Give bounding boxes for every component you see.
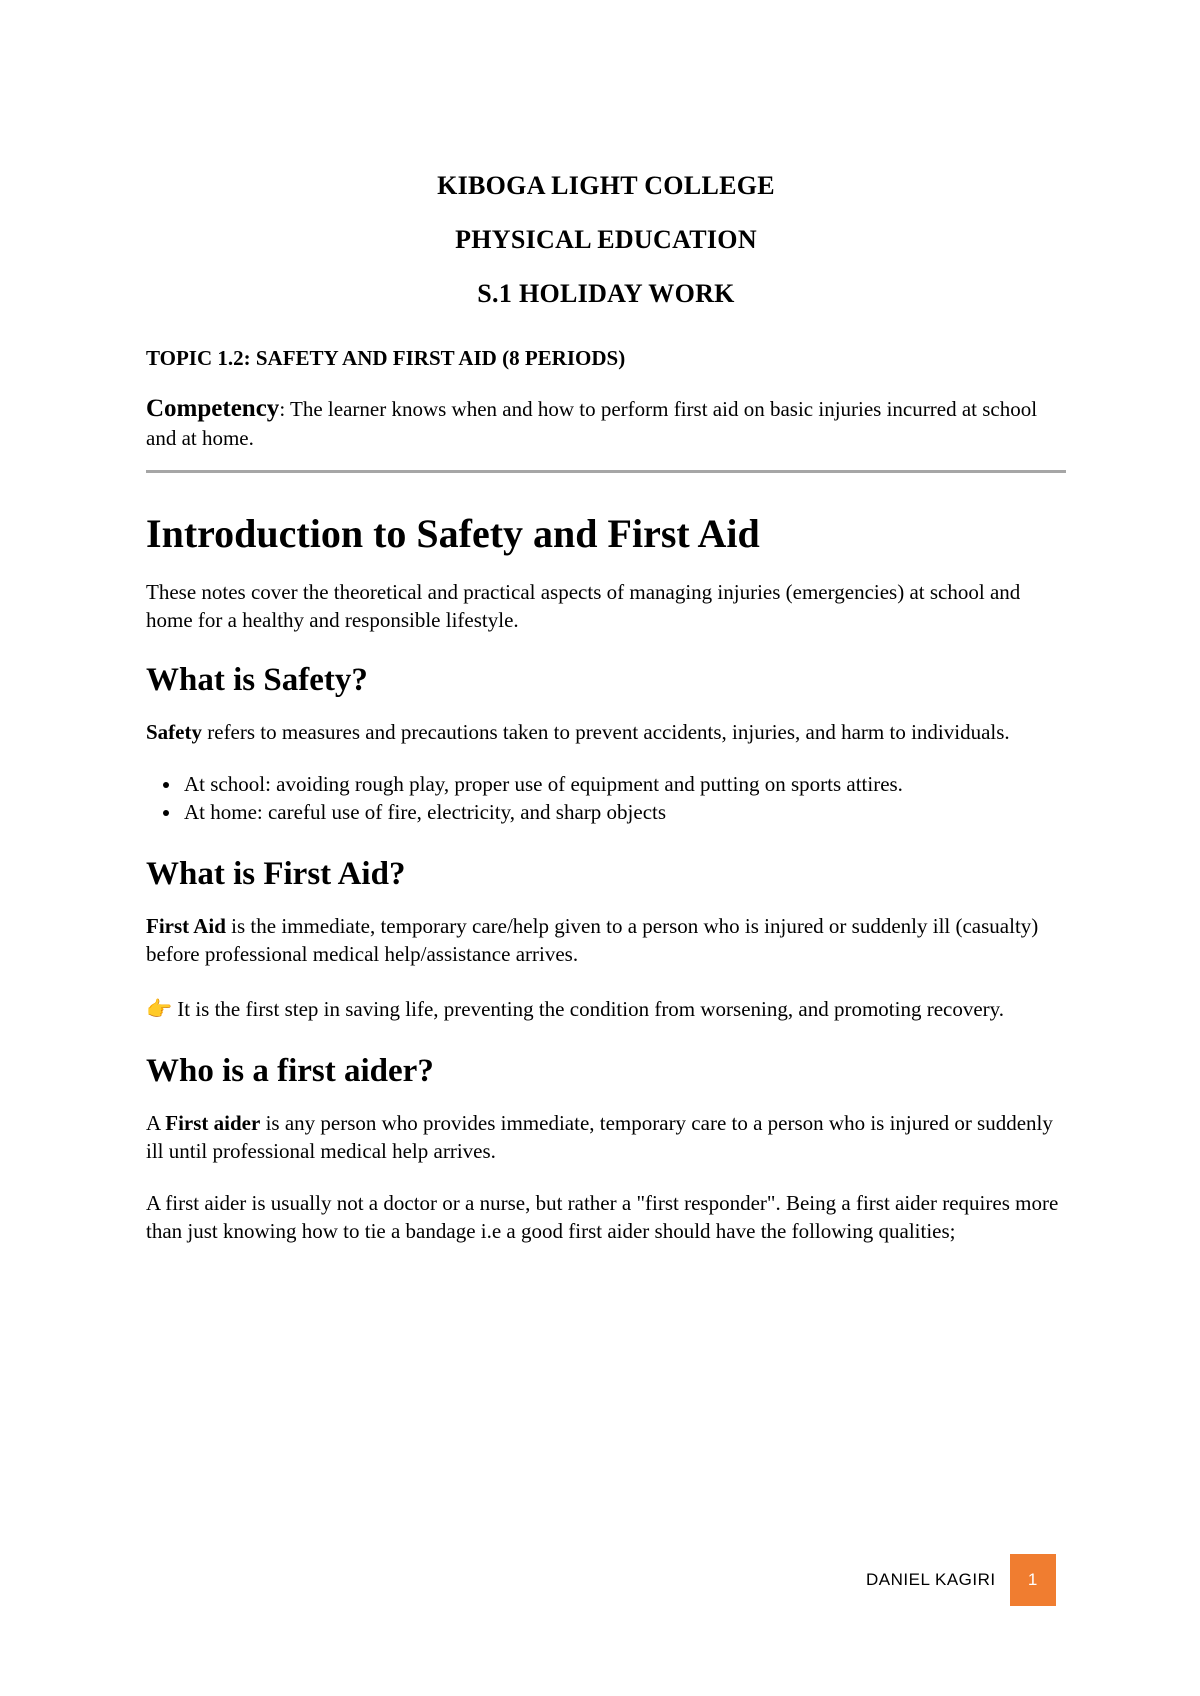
topic-heading: TOPIC 1.2: SAFETY AND FIRST AID (8 PERIODS) <box>146 346 626 370</box>
horizontal-rule <box>146 470 1066 473</box>
first-aid-point-text: It is the first step in saving life, preventing the condition from worsening, and promoting recovery. <box>172 997 1005 1021</box>
intro-title: Introduction to Safety and First Aid <box>146 511 760 556</box>
footer-author: DANIEL KAGIRI <box>866 1570 996 1589</box>
competency-paragraph <box>146 394 1066 453</box>
competency-text: : The learner knows when and how to perform first aid on basic injuries incurred at school and at home. <box>146 397 1038 450</box>
page-footer <box>866 1554 1056 1606</box>
page-content <box>146 150 1066 1245</box>
holiday-work-heading: S.1 HOLIDAY WORK <box>477 279 735 308</box>
first-aid-definition <box>146 912 1066 968</box>
first-aider-title: Who is a first aider? <box>146 1053 434 1089</box>
safety-term: Safety <box>146 720 202 744</box>
intro-paragraph: These notes cover the theoretical and practical aspects of managing injuries (emergencies) at school and home for a healthy and responsible lifestyle. <box>146 580 1021 632</box>
first-aid-definition-text: is the immediate, temporary care/help given to a person who is injured or suddenly ill (casualty) before professional medical help/assistance arrives. <box>146 914 1039 966</box>
safety-title: What is Safety? <box>146 662 368 698</box>
list-item: • At home: careful use of fire, electricity, and sharp objects <box>182 798 1066 826</box>
first-aid-point <box>146 995 1066 1023</box>
page-number-badge: 1 <box>1010 1554 1056 1606</box>
list-item: • At school: avoiding rough play, proper use of equipment and putting on sports attires. <box>182 770 1066 798</box>
first-aider-prefix: A <box>146 1111 166 1135</box>
first-aider-qualities-intro: A first aider is usually not a doctor or a nurse, but rather a "first responder". Being a first aider requires more than just knowing how to tie a bandage i.e a good first aider should have the following qualities; <box>146 1191 1059 1243</box>
first-aid-title: What is First Aid? <box>146 856 406 892</box>
college-heading: KIBOGA LIGHT COLLEGE <box>437 171 775 200</box>
safety-list <box>146 770 1066 826</box>
safety-definition-text: refers to measures and precautions taken to prevent accidents, injuries, and harm to individuals. <box>202 720 1010 744</box>
first-aid-term: First Aid <box>146 914 226 938</box>
first-aider-term: First aider <box>165 1111 261 1135</box>
safety-definition <box>146 718 1066 746</box>
subject-heading: PHYSICAL EDUCATION <box>455 225 757 254</box>
first-aider-definition-text: is any person who provides immediate, temporary care to a person who is injured or suddenly ill until professional medical help arrives. <box>146 1111 1053 1163</box>
first-aider-definition <box>146 1109 1066 1165</box>
competency-label: Competency <box>146 395 280 422</box>
pointing-hand-icon: 👉 <box>146 997 173 1021</box>
